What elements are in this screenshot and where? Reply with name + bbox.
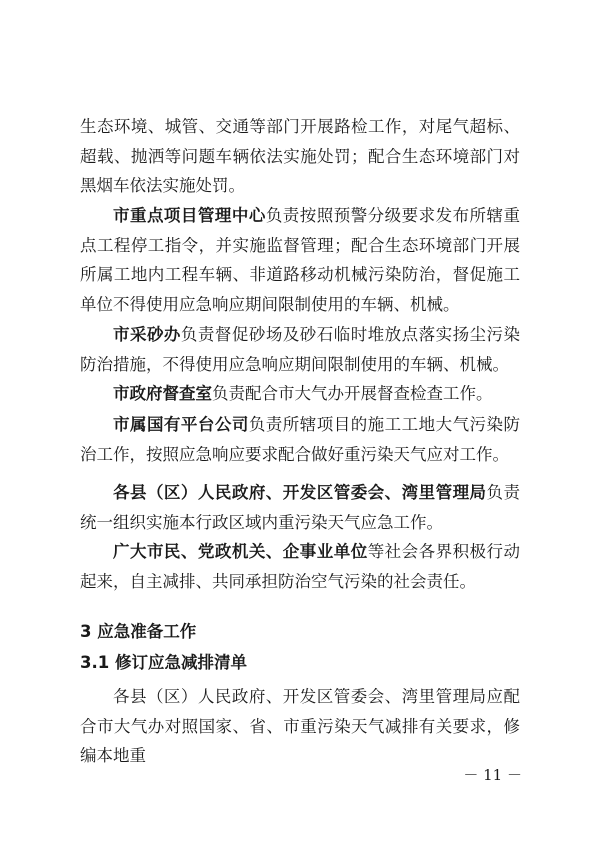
section-heading: 3 应急准备工作 bbox=[80, 622, 197, 641]
paragraph-county-governments bbox=[80, 478, 520, 537]
paragraph-text: 各县（区）人民政府、开发区管委会、湾里管理局应配合市大气办对照国家、省、市重污染天气减排有关要求，修编本地重 bbox=[80, 687, 520, 765]
paragraph-text: 负责统一组织实施本行政区域内重污染天气应急工作。 bbox=[80, 483, 521, 532]
subsection-heading: 3.1 修订应急减排清单 bbox=[80, 653, 247, 672]
paragraph-state-platform-companies bbox=[80, 410, 520, 469]
paragraph-supervision-office bbox=[80, 379, 520, 409]
paragraph-lead: 市采砂办 bbox=[113, 325, 181, 344]
paragraph-lead: 市重点项目管理中心 bbox=[113, 206, 266, 225]
paragraph-text: 负责按照预警分级要求发布所辖重点工程停工指令，并实施监督管理；配合生态环境部门开展所属工地内工程车辆、非道路移动机械污染防治，督促施工单位不得使用应急响应期间限制使用的车辆、机械。 bbox=[80, 206, 521, 314]
paragraph-lead: 各县（区）人民政府、开发区管委会、湾里管理局 bbox=[113, 483, 487, 502]
paragraph-lead: 市属国有平台公司 bbox=[113, 415, 249, 434]
paragraph-text: 等社会各界积极行动起来，自主减排、共同承担防治空气污染的社会责任。 bbox=[80, 542, 521, 591]
paragraph-lead: 广大市民、党政机关、企事业单位 bbox=[113, 542, 368, 561]
paragraph-text: 负责所辖项目的施工工地大气污染防治工作，按照应急响应要求配合做好重污染天气应对工作。 bbox=[80, 415, 521, 464]
paragraph-citizens bbox=[80, 537, 520, 596]
paragraph-sand-mining-office bbox=[80, 320, 520, 379]
paragraph-text: 负责督促砂场及砂石临时堆放点落实扬尘污染防治措施，不得使用应急响应期间限制使用的车辆、机械。 bbox=[80, 325, 521, 374]
paragraph-revise-emission-list bbox=[80, 682, 520, 771]
page-number: － 11 － bbox=[463, 766, 522, 784]
paragraph-lead: 市政府督查室 bbox=[113, 384, 212, 403]
paragraph-road-inspection bbox=[80, 112, 520, 201]
paragraph-text: 负责配合市大气办开展督查检查工作。 bbox=[212, 384, 493, 403]
paragraph-text: 生态环境、城管、交通等部门开展路检工作，对尾气超标、超载、抛洒等问题车辆依法实施处罚；配合生态环境部门对黑烟车依法实施处罚。 bbox=[80, 117, 520, 195]
paragraph-key-projects-center bbox=[80, 201, 520, 319]
